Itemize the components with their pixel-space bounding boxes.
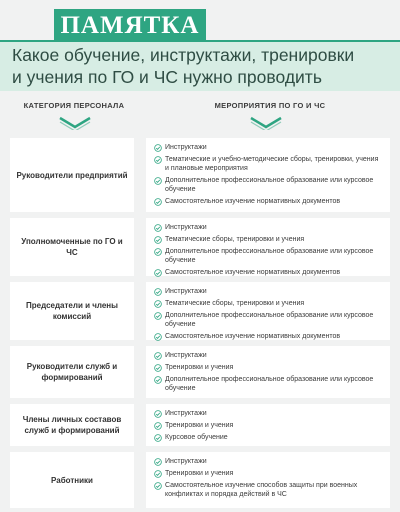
list-item [154, 287, 384, 296]
check-circle-icon [154, 376, 162, 384]
check-circle-icon [154, 236, 162, 244]
check-circle-icon [154, 482, 162, 490]
list-item [154, 299, 384, 308]
check-circle-icon [154, 156, 162, 164]
list-item-text: Самостоятельное изучение способов защиты при военных конфликтах и порядка действий в ЧС [165, 482, 358, 498]
list-item-text: Самостоятельное изучение нормативных документов [165, 269, 341, 276]
check-circle-icon [154, 300, 162, 308]
category-label: Работники [10, 452, 134, 508]
list-item [154, 409, 384, 418]
measures-list [146, 404, 390, 446]
list-item-text: Дополнительное профессиональное образование или курсовое обучение [165, 177, 374, 193]
list-item-text: Самостоятельное изучение нормативных документов [165, 333, 341, 340]
list-item [154, 375, 384, 393]
list-item-text: Инструктажи [165, 144, 207, 151]
list-item [154, 363, 384, 372]
list-item-text: Тематические сборы, тренировки и учения [165, 300, 305, 307]
measures-list [146, 346, 390, 398]
table-row [10, 404, 390, 446]
list-item-text: Инструктажи [165, 224, 207, 231]
check-circle-icon [154, 177, 162, 185]
list-item-text: Тренировки и учения [165, 470, 234, 477]
list-item-text: Тематические и учебно-методические сборы, тренировки, учения и плановые мероприятия [165, 156, 379, 172]
list-item [154, 143, 384, 152]
check-circle-icon [154, 144, 162, 152]
column-header-category: КАТЕГОРИЯ ПЕРСОНАЛА [23, 101, 125, 110]
category-label: Уполномоченные по ГО и ЧС [10, 218, 134, 276]
column-header-measures: МЕРОПРИЯТИЯ ПО ГО И ЧС [214, 101, 326, 110]
measures-list [146, 282, 390, 340]
list-item-text: Курсовое обучение [165, 434, 228, 441]
list-item-text: Тренировки и учения [165, 422, 234, 429]
list-item-text: Тренировки и учения [165, 364, 234, 371]
check-circle-icon [154, 352, 162, 360]
list-item-text: Самостоятельное изучение нормативных документов [165, 198, 341, 205]
table-row [10, 452, 390, 508]
list-item [154, 433, 384, 442]
category-label: Руководители служб и формирований [10, 346, 134, 398]
list-item-text: Инструктажи [165, 410, 207, 417]
check-circle-icon [154, 422, 162, 430]
check-circle-icon [154, 288, 162, 296]
check-circle-icon [154, 410, 162, 418]
list-item-text: Дополнительное профессиональное образование или курсовое обучение [165, 248, 374, 264]
list-item [154, 481, 384, 499]
list-item [154, 351, 384, 360]
list-item [154, 457, 384, 466]
list-item [154, 235, 384, 244]
list-item [154, 155, 384, 173]
title-line-1: Какое обучение, инструктажи, тренировки [12, 45, 355, 65]
memo-badge: ПАМЯТКА [54, 9, 206, 43]
category-label: Руководители предприятий [10, 138, 134, 212]
list-item [154, 421, 384, 430]
table-row [10, 218, 390, 276]
table-row [10, 138, 390, 212]
check-circle-icon [154, 312, 162, 320]
check-circle-icon [154, 198, 162, 206]
list-item [154, 223, 384, 232]
list-item [154, 469, 384, 478]
list-item-text: Инструктажи [165, 458, 207, 465]
check-circle-icon [154, 458, 162, 466]
list-item-text: Инструктажи [165, 352, 207, 359]
table-row [10, 282, 390, 340]
page-title [0, 40, 400, 91]
measures-list [146, 138, 390, 212]
measures-list [146, 452, 390, 508]
title-line-2: и учения по ГО и ЧС нужно проводить [12, 67, 322, 87]
list-item-text: Тематические сборы, тренировки и учения [165, 236, 305, 243]
check-circle-icon [154, 269, 162, 277]
list-item [154, 311, 384, 329]
list-item-text: Дополнительное профессиональное образование или курсовое обучение [165, 376, 374, 392]
category-label: Председатели и члены комиссий [10, 282, 134, 340]
measures-list [146, 218, 390, 276]
check-circle-icon [154, 248, 162, 256]
table-row [10, 346, 390, 398]
list-item [154, 332, 384, 341]
check-circle-icon [154, 434, 162, 442]
check-circle-icon [154, 364, 162, 372]
list-item [154, 247, 384, 265]
list-item [154, 268, 384, 277]
check-circle-icon [154, 224, 162, 232]
check-circle-icon [154, 470, 162, 478]
list-item [154, 197, 384, 206]
check-circle-icon [154, 333, 162, 341]
list-item [154, 176, 384, 194]
list-item-text: Инструктажи [165, 288, 207, 295]
list-item-text: Дополнительное профессиональное образование или курсовое обучение [165, 312, 374, 328]
category-label: Члены личных составов служб и формирований [10, 404, 134, 446]
